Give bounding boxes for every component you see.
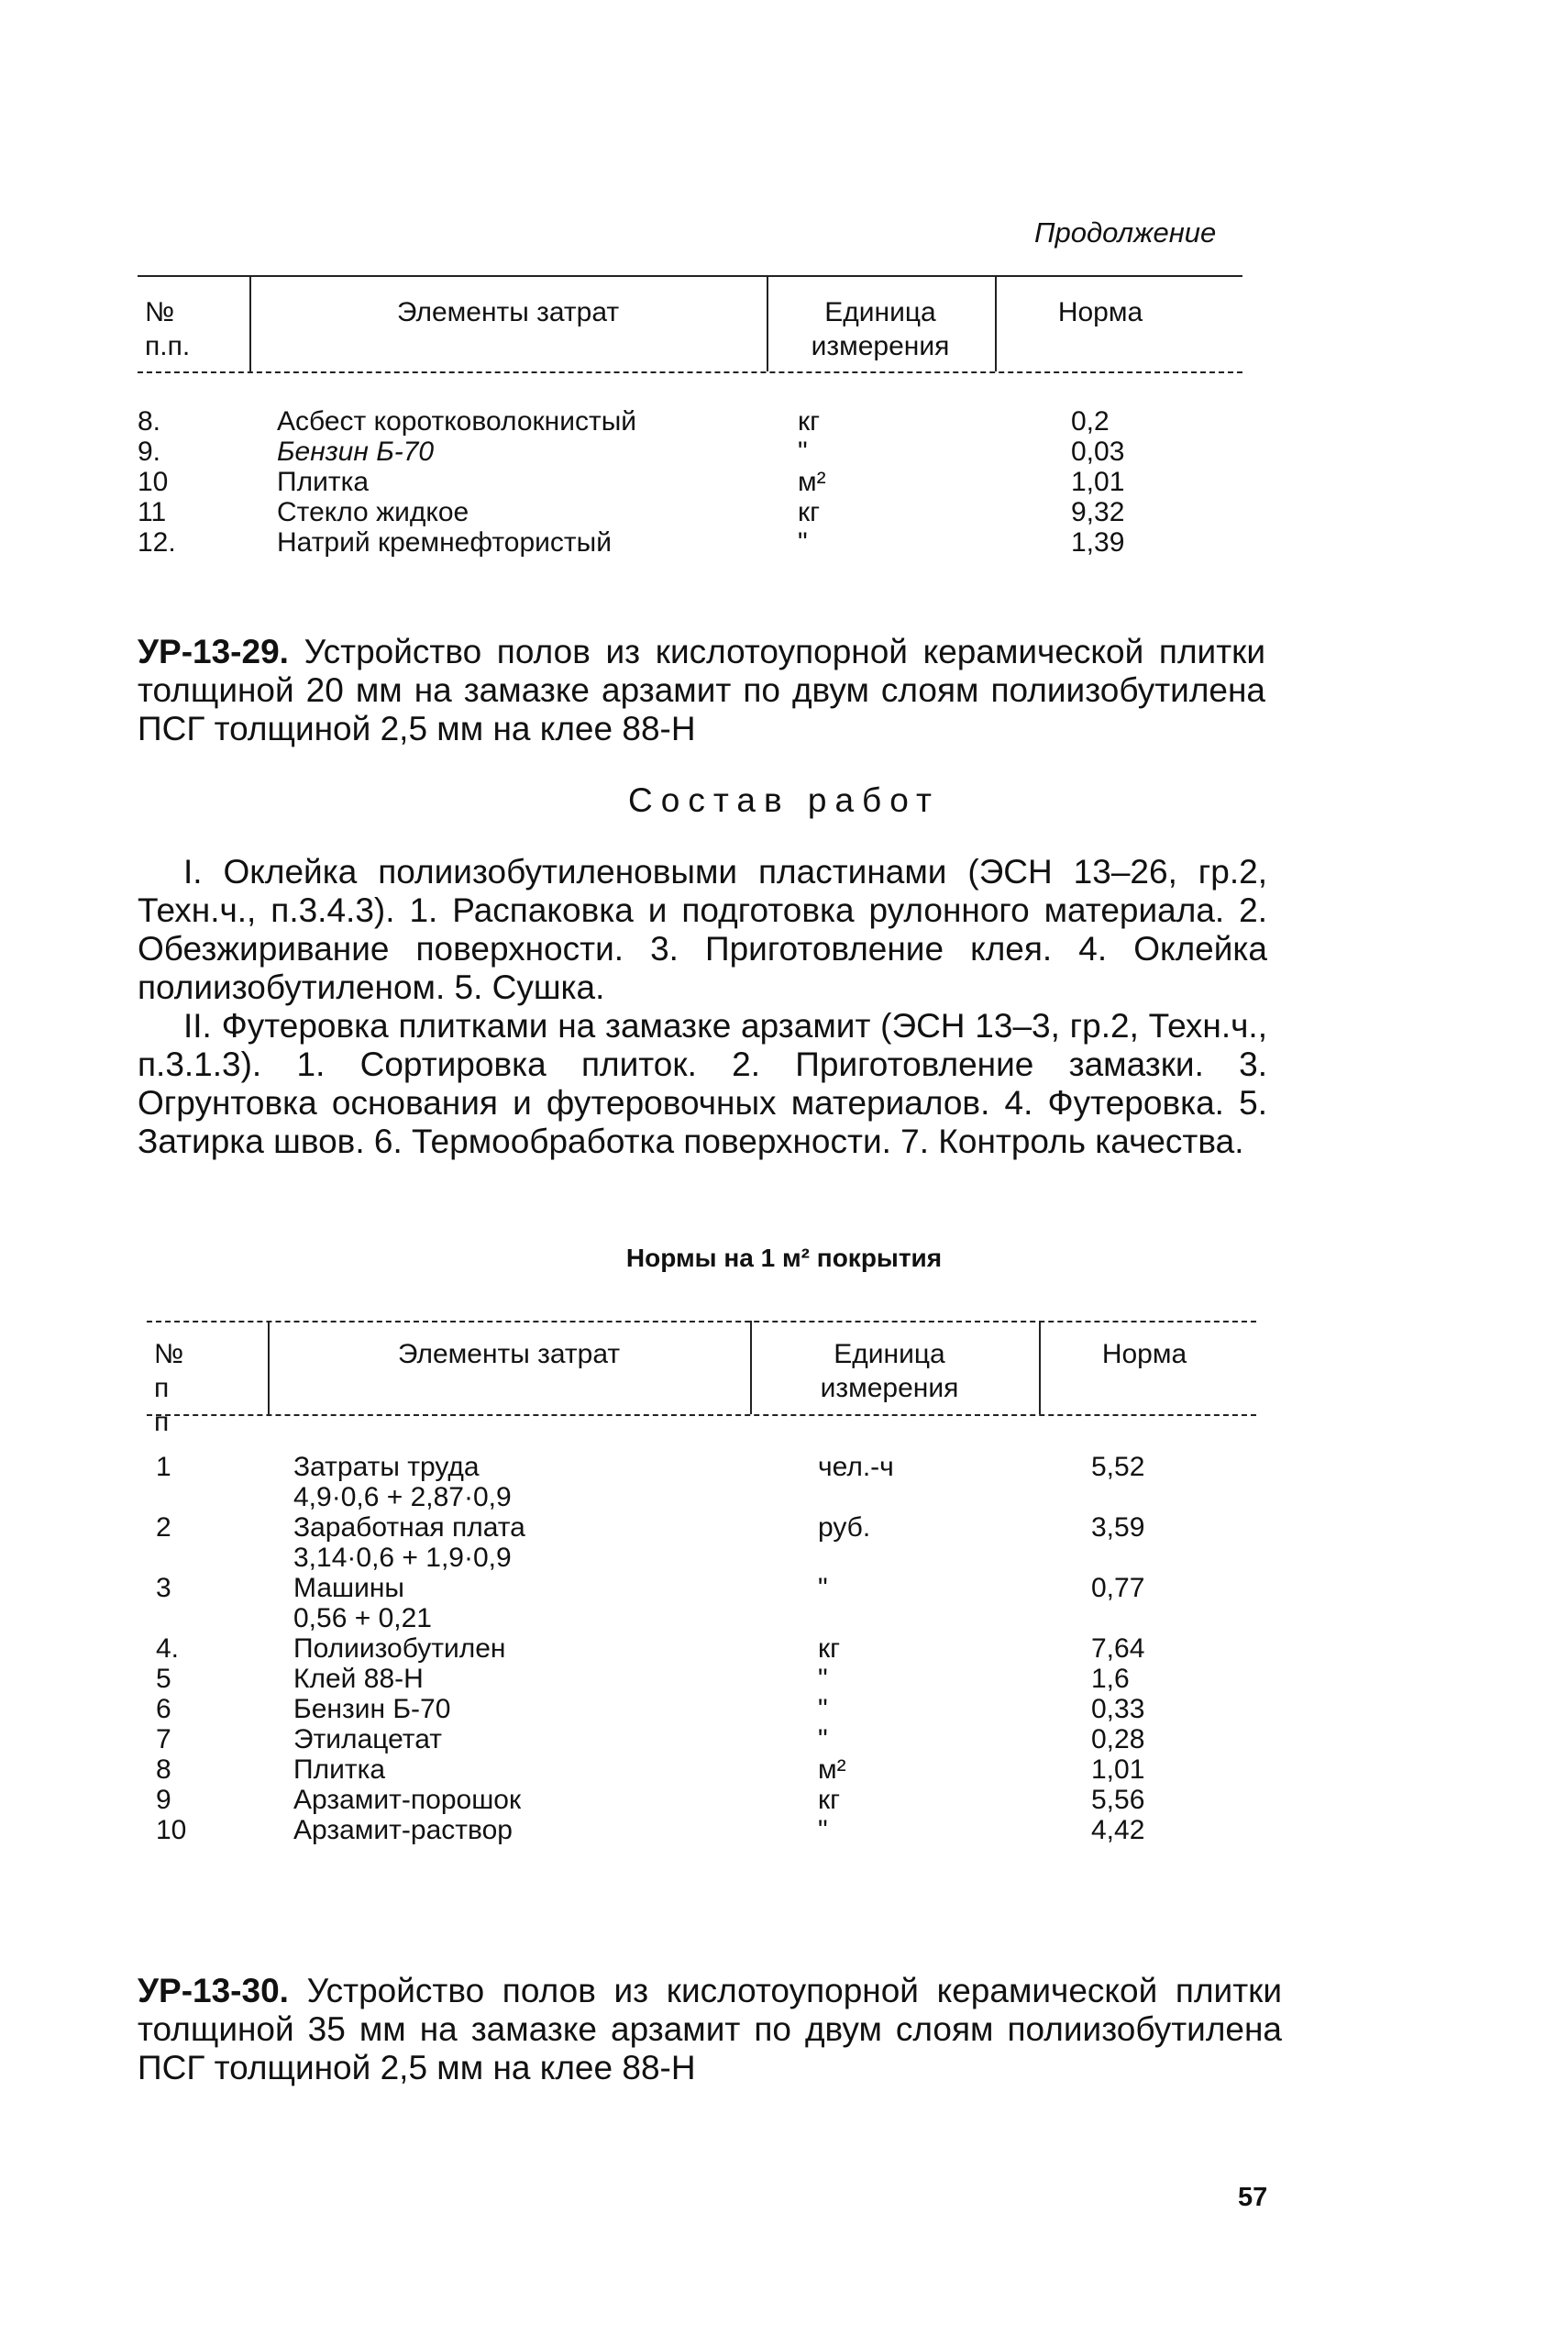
row-number: 7 (156, 1724, 171, 1754)
row-unit: " (818, 1724, 828, 1754)
row-number: 12. (138, 527, 176, 558)
row-number: 10 (138, 467, 169, 497)
table-2-header-unit: Единица измерения (820, 1339, 959, 1403)
section-30-title: Устройство полов из кислотоупорной керамической плитки толщиной 35 мм на замазке арзамит по двум слоям полиизобутилена ПСГ толщиной 2,5 мм на клее 88-Н (138, 1972, 1283, 2086)
work-item-2: II. Футеровка плитками на замазке арзамит (ЭСН 13–3, гр.2, Техн.ч., п.3.1.3). 1. Сортировка плиток. 2. Приготовление замазки. 3. Огрунтовка основания и футеровочных материалов. 4. Футеровка. 5. Затирка швов. 6. Термообработка поверхности. 7. Контроль качества. (138, 1007, 1267, 1160)
row-unit: кг (798, 497, 821, 527)
row-formula: 0,56 + 0,21 (293, 1603, 432, 1633)
table-1-top-rule (138, 275, 1242, 277)
table-2-header-norm: Норма (1101, 1339, 1187, 1369)
row-number: 6 (156, 1694, 171, 1724)
row-element: Затраты труда (293, 1452, 480, 1482)
section-30-heading (138, 1972, 1282, 2087)
row-element: Плитка (293, 1754, 386, 1785)
table-2-top-rule (147, 1321, 1256, 1322)
row-norm: 0,2 (1071, 406, 1110, 437)
row-formula: 4,9·0,6 + 2,87·0,9 (293, 1482, 512, 1512)
row-unit: " (818, 1573, 828, 1603)
row-number: 8. (138, 406, 161, 437)
section-29-heading (138, 633, 1265, 748)
row-unit: руб. (818, 1512, 871, 1543)
row-norm: 5,52 (1091, 1452, 1145, 1482)
table-1-header-unit: Единица измерения (811, 297, 950, 361)
work-item-1: I. Оклейка полиизобутиленовыми пластинами (ЭСН 13–26, гр.2, Техн.ч., п.3.4.3). 1. Распаковка и подготовка рулонного материала. 2. Обезжиривание поверхности. 3. Приготовление клея. 4. Оклейка полиизобутиленом. 5. Сушка. (138, 853, 1267, 1006)
section-30-code: УР-13-30. (138, 1972, 289, 2009)
row-element: Асбест коротковолокнистый (277, 406, 637, 437)
norms-caption: Нормы на 1 м² покрытия (625, 1244, 943, 1272)
table-row (0, 406, 1568, 437)
row-element: Плитка (277, 467, 370, 497)
table-row (0, 467, 1568, 497)
table-row (0, 437, 1568, 467)
row-number: 11 (138, 497, 167, 527)
table-row (0, 1573, 1568, 1633)
table-2-col-divider (750, 1321, 752, 1414)
row-number: 10 (156, 1815, 187, 1845)
row-element: Машины (293, 1573, 404, 1603)
row-norm: 9,32 (1071, 497, 1125, 527)
row-norm: 1,39 (1071, 527, 1125, 558)
row-element: Бензин Б-70 (277, 437, 435, 467)
table-row (0, 1664, 1568, 1694)
row-norm: 0,28 (1091, 1724, 1145, 1754)
row-unit: м² (798, 467, 826, 497)
page-number: 57 (1238, 2183, 1268, 2212)
continuation-label: Продолжение (1034, 216, 1217, 249)
row-norm: 7,64 (1091, 1633, 1145, 1664)
row-unit: " (818, 1815, 828, 1845)
table-row (0, 1815, 1568, 1845)
row-number: 2 (156, 1512, 171, 1543)
row-norm: 1,01 (1091, 1754, 1145, 1785)
table-row (0, 1452, 1568, 1512)
table-1-col-divider (767, 275, 768, 371)
table-2-header-element: Элементы затрат (397, 1339, 621, 1369)
section-29-code: УР-13-29. (138, 633, 289, 670)
table-row (0, 1633, 1568, 1664)
table-2-header-rule (147, 1414, 1256, 1416)
row-norm: 3,59 (1091, 1512, 1145, 1543)
table-1-header-rule (138, 371, 1242, 373)
table-row (0, 1785, 1568, 1815)
row-norm: 1,01 (1071, 467, 1125, 497)
row-norm: 0,03 (1071, 437, 1125, 467)
row-element: Бензин Б-70 (293, 1694, 451, 1724)
row-element: Полиизобутилен (293, 1633, 506, 1664)
row-unit: кг (818, 1633, 841, 1664)
section-29-title: Устройство полов из кислотоупорной керамической плитки толщиной 20 мм на замазке арзамит по двум слоям полиизобутилена ПСГ толщиной 2,5 мм на клее 88-Н (138, 633, 1266, 747)
row-number: 9 (156, 1785, 171, 1815)
row-norm: 0,77 (1091, 1573, 1145, 1603)
table-1-header-element: Элементы затрат (396, 297, 620, 327)
table-2-header-num: № п п (154, 1339, 184, 1437)
table-1-header-num: № п.п. (145, 297, 191, 361)
row-element: Натрий кремнефтористый (277, 527, 612, 558)
row-element: Арзамит-порошок (293, 1785, 522, 1815)
row-element: Клей 88-Н (293, 1664, 424, 1694)
row-number: 3 (156, 1573, 171, 1603)
table-row (0, 497, 1568, 527)
row-unit: кг (818, 1785, 841, 1815)
works-title: Состав работ (628, 781, 940, 819)
row-element: Арзамит-раствор (293, 1815, 513, 1845)
row-unit: кг (798, 406, 821, 437)
row-unit: " (818, 1664, 828, 1694)
row-unit: " (798, 437, 808, 467)
table-row (0, 1512, 1568, 1573)
row-unit: " (818, 1694, 828, 1724)
row-element: Этилацетат (293, 1724, 442, 1754)
row-formula: 3,14·0,6 + 1,9·0,9 (293, 1543, 512, 1573)
row-norm: 5,56 (1091, 1785, 1145, 1815)
table-row (0, 1754, 1568, 1785)
row-number: 8 (156, 1754, 171, 1785)
row-norm: 0,33 (1091, 1694, 1145, 1724)
table-row (0, 1694, 1568, 1724)
row-norm: 1,6 (1091, 1664, 1130, 1694)
row-number: 1 (156, 1452, 171, 1482)
row-number: 5 (156, 1664, 171, 1694)
row-unit: " (798, 527, 808, 558)
row-element: Стекло жидкое (277, 497, 469, 527)
table-row (0, 1724, 1568, 1754)
row-norm: 4,42 (1091, 1815, 1145, 1845)
row-element: Заработная плата (293, 1512, 525, 1543)
row-number: 4. (156, 1633, 180, 1664)
table-1-header-norm: Норма (1057, 297, 1143, 327)
row-number: 9. (138, 437, 161, 467)
row-unit: м² (818, 1754, 846, 1785)
table-row (0, 527, 1568, 558)
row-unit: чел.-ч (818, 1452, 894, 1482)
